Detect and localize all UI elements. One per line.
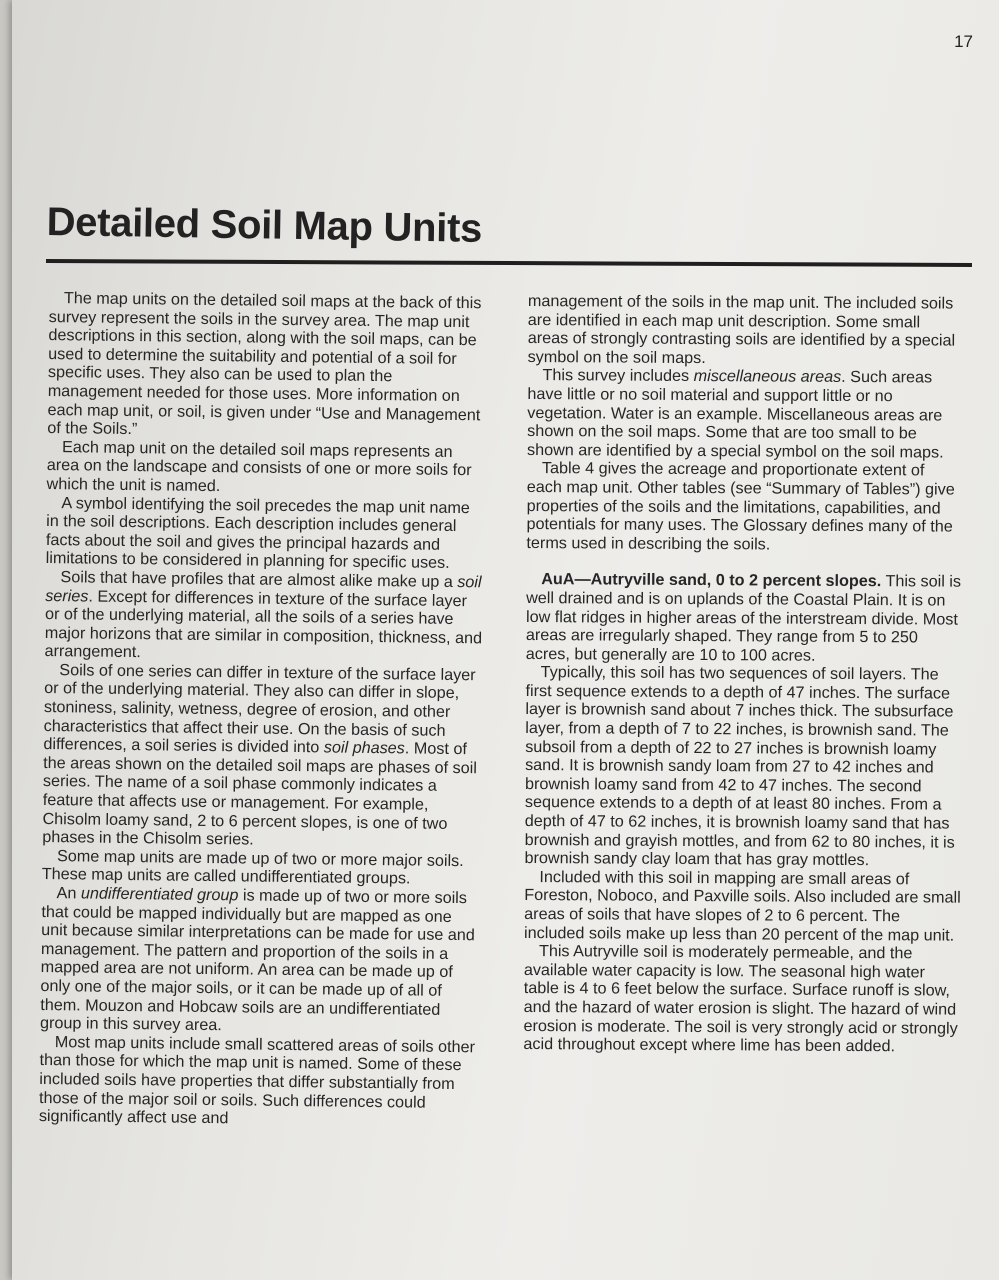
title-rule	[46, 259, 972, 267]
text-span: . Such areas have little or no soil material and support little or no vegetation. Water is an example. Miscellaneous areas are shown on the soil maps. Some that are too small to be shown are identified by a special symbol on the soil maps.	[526, 368, 944, 462]
paragraph: Typically, this soil has two sequences of soil layers. The first sequence extends to a depth of 47 inches. The surface layer is brownish sand about 7 inches thick. The subsurface layer, from a depth of 7 to 22 inches, is brownish sand. The subsoil from a depth of 22 to 27 inches is brownish loamy sand. It is brownish sandy loam from 27 to 42 inches and brownish loamy sand from 42 to 47 inches. The second sequence extends to a depth of at least 80 inches. From a depth of 47 to 62 inches, it is brownish loamy sand that has brownish and grayish mottles, and from 62 to 80 inches, it is brownish sandy clay loam that has gray mottles.	[524, 663, 955, 870]
term-miscellaneous-areas: miscellaneous areas	[693, 367, 842, 387]
term-soil-phases: soil phases	[323, 738, 405, 758]
book-page	[12, 0, 999, 1280]
paragraph: Included with this soil in mapping are small areas of Foreston, Noboco, and Paxville soils. Also included are small areas of soils that have slopes of 2 to 6 percent. The included soils make up less than 20 percent of the map unit.	[524, 867, 961, 945]
paragraph	[527, 366, 965, 462]
paragraph: Some map units are made up of two or more major soils. These map units are called undifferentiated groups.	[41, 846, 464, 888]
text-span: is made up of two or more soils that could be mapped individually but are mapped as one unit because similar interpretations can be made for use and management. The pattern and proportion of the soils in a mapped area are not uniform. An area can be made up of only one of the major soils, or it can be made up of all of them. Mouzon and Hobcaw soils are an undifferentiated group in this survey area.	[39, 886, 475, 1035]
text-span: . Except for differences in texture of the surface layer or of the underlying material, all the soils of a series have major horizons that are similar in composition, thickness, and arrangement.	[44, 587, 483, 662]
text-span: An	[56, 884, 82, 903]
text-span: This survey includes	[542, 366, 694, 386]
text-span: Soils of one series can differ in texture of the surface layer or of the underlying material. They also can differ in slope, stoniness, salinity, wetness, degree of erosion, and other characteristics that affect their use. On the basis of such differences, a soil series is divided into	[43, 661, 476, 757]
term-soil-series: soil series	[45, 572, 482, 606]
paragraph: This Autryville soil is moderately permeable, and the available water capacity is low. The seasonal high water table is 4 to 6 feet below the surface. Surface runoff is slow, and the hazard of water erosion is slight. The hazard of wind erosion is moderate. The soil is very strongly acid or strongly acid throughout except where lime has been added.	[523, 942, 958, 1056]
term-undifferentiated-group: undifferentiated group	[80, 884, 239, 905]
paragraph	[44, 568, 485, 666]
right-column	[523, 292, 965, 1056]
paragraph	[42, 661, 484, 852]
left-column	[39, 289, 489, 1131]
map-unit-heading: AuA—Autryville sand, 0 to 2 percent slopes.	[541, 570, 882, 591]
section-title: Detailed Soil Map Units	[46, 200, 483, 251]
paragraph: A symbol identifying the soil precedes the map unit name in the soil descriptions. Each description includes general facts about the soil and gives the principal hazards and limitations to be considered in planning for specific uses.	[45, 493, 470, 573]
paragraph	[40, 884, 482, 1038]
text-span: . Most of the areas shown on the detailed soil maps are phases of soil series. The name of a soil phase commonly indicates a feature that affects use or management. For example, Chisolm loamy sand, 2 to 6 percent slopes, is one of two phases in the Chisolm series.	[42, 739, 478, 849]
map-unit-entry	[526, 570, 964, 666]
paragraph: management of the soils in the map unit. The included soils are identified in each map unit description. Some small areas of strongly contrasting soils are identified by a special symbol on the soil maps.	[527, 292, 956, 367]
text-span: This soil is well drained and is on uplands of the Coastal Plain. It is on low flat ridges in higher areas of the interstream divide. Most areas are irregularly shaped. They range from 5 to 250 acres, but generally are 10 to 100 acres.	[525, 572, 962, 665]
paragraph: The map units on the detailed soil maps at the back of this survey represent the soils in the survey area. The map unit descriptions in this section, along with the soil maps, can be used to determine the suitability and potential of a soil for specific uses. They also can be used to plan the management needed for those uses. More information on each map unit, or soil, is given under “Use and Management of the Soils.”	[47, 289, 482, 439]
paragraph: Table 4 gives the acreage and proportionate extent of each map unit. Other tables (see “Summary of Tables”) give properties of the soils and the limitations, capabilities, and potentials for many uses. The Glossary defines many of the terms used in describing the soils.	[526, 459, 955, 554]
paragraph: Each map unit on the detailed soil maps represents an area on the landscape and consists of one or more soils for which the unit is named.	[46, 437, 472, 496]
paragraph: Most map units include small scattered areas of soils other than those for which the map unit is named. Some of these included soils have properties that differ substantially from those of the major soil or soils. Such differences could significantly affect use and	[38, 1032, 476, 1128]
text-span: Soils that have profiles that are almost alike make up a	[60, 568, 458, 591]
page-number: 17	[954, 32, 973, 51]
